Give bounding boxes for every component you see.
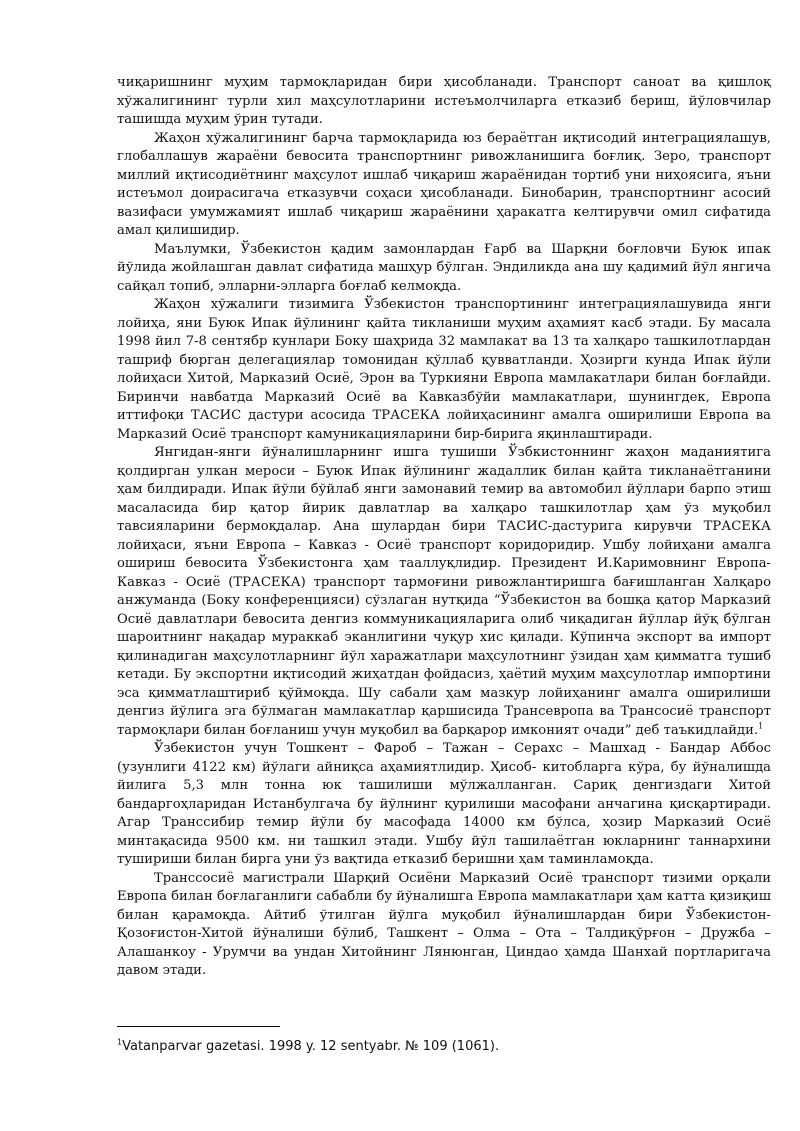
footnote-reference[interactable]: 1	[758, 721, 764, 731]
paragraph-4: Жаҳон хўжалиги тизимига Ўзбекистон транспортининг интеграциялашувида янги лойиҳа, яни Буюк Ипак йўлининг қайта тикланиши муҳим аҳамият касб этади. Бу масала 1998 йил 7-8 сентябр кунлари Боку шаҳрида 32 мамлакат ва 13 та халқаро ташкилотлардан ташриф бюрган делегациялар томонидан қўллаб қувватланди. Ҳозирги кунда Ипак йўли лойиҳаси Хитой, Марказий Осиё, Эрон ва Туркияни Европа мамлакатлари билан боғлайди. Биринчи навбатда Марказий Осиё ва Кавказбўйи мамлакатлари, шунингдек, Европа иттифоқи ТАСИС дастури асосида ТРАСЕКА лойиҳасининг амалга оширилиши Европа ва Марказий Осиё транспорт камуникацияларини бир-бирига яқинлаштиради.	[117, 297, 771, 442]
footnote	[117, 1039, 771, 1055]
paragraph-5-text: Янгидан-янги йўналишларнинг ишга тушиши Ўзбкистоннинг жаҳон маданиятига қолдирган улкан мероси – Буюк Ипак йўлининг жадаллик билан қайта тикланаётганини ҳам билдиради. Ипак йўли бўйлаб янги замонавий темир ва автомобил йўллари барпо этиш масаласида бир қатор йирик давлатлар ва халқаро ташкилотлар ҳам ўз муқобил тавсияларини бермоқдалар. Ана шулардан бири ТАСИС-дастурига кирувчи ТРАСЕКА лойиҳаси, яъни Европа – Кавказ - Осиё транспорт коридоридир. Ушбу лойиҳани амалга ошириш бевосита Ўзбекистонга ҳам тааллуқлидир. Президент И.Каримовнинг Европа-Кавказ - Осиё (ТРАСЕКА) транспорт тармоғини ривожлантиришга бағишланган Халқаро анжуманда (Боку конференцияси) сўзлаган нутқида “Ўзбекистон ва бошқа қатор Марказий Осиё давлатлари бевосита денгиз коммуникацияларига олиб чиқадиган йўллар йўқ бўлган шароитнинг нақадар мураккаб эканлигини чуқур хис қилади. Кўпинча экспорт ва импорт қилинадиган маҳсулотларнинг йўл харажатлари маҳсулотнинг ўзидан ҳам қимматга тушиб кетади. Бу экспортни иқтисодий жиҳатдан фойдасиз, ҳаётий муҳим маҳсулотлар импортини эса қимматлаштириб қўймоқда. Шу сабали ҳам мазкур лойиҳанинг амалга оширилиши денгиз йўлига эга бўлмаган мамлакатлар қаршисида Трансевропа ва Трансосиё транспорт тармоқлари билан боғланиш учун муқобил ва барқарор имконият очади” деб таъкидлайди.	[117, 445, 771, 738]
paragraph-1: чиқаришнинг муҳим тармоқларидан бири ҳисобланади. Транспорт саноат ва қишлоқ хўжалигининг турли хил маҳсулотларини истеъмолчиларга етказиб бериш, йўловчилар ташишда муҳим ўрин тутади.	[117, 75, 771, 127]
paragraph-5	[117, 444, 771, 740]
paragraph-7: Транссосиё магистрали Шарқий Осиёни Марказий Осиё транспорт тизими орқали Европа билан боғлаганлиги сабабли бу йўналишга Европа мамлакатлари ҳам катта қизиқиш билан қарамоқда. Айтиб ўтилган йўлга муқобил йўналишлардан бири Ўзбекистон-Қозоғистон-Хитой йўналиши бўлиб, Ташкент – Олма – Ота – Талдиқўрғон – Дружба – Алашанкоу - Урумчи ва ундан Хитойнинг Лянюнган, Циндао ҳамда Шанхай портларигача давом этади.	[117, 870, 771, 978]
paragraph-3: Маълумки, Ўзбекистон қадим замонлардан Ғарб ва Шарқни боғловчи Буюк ипак йўлида жойлашган давлат сифатида машҳур бўлган. Эндиликда ана шу қадимий йўл янгича сайқал топиб, элларни-элларга боғлаб келмоқда.	[117, 241, 771, 294]
paragraph-6: Ўзбекистон учун Тошкент – Фароб – Тажан – Серахс – Машхад - Бандар Аббос (узунлиги 4122 км) йўлаги айниқса аҳамиятлидир. Ҳисоб- китобларга кўра, бу йўналишда йилига 5,3 млн тонна юк ташилиши мўлжалланган. Сариқ денгиздаги Хитой бандаргоҳларидан Истанбулгача бу йўлнинг қурилиши масофани анчагина қисқартиради. Агар Транссибир темир йўли бу масофада 14000 км бўлса, ҳозир Марказий Осиё минтақасида 9500 км. ни ташкил этади. Ушбу йўл ташилаётган юкларнинг таннархини тушириши билан бирга уни ўз вақтида етказиб беришни ҳам таминламоқда.	[117, 741, 771, 867]
footnote-marker: 1	[117, 1037, 123, 1047]
paragraph-2: Жаҳон хўжалигининг барча тармоқларида юз бераётган иқтисодий интеграциялашув, глобаллашув жараёни бевосита транспортнинг ривожланишига боғлиқ. Зеро, транспорт миллий иқтисодиётнинг маҳсулот ишлаб чиқариш жараёнидан тортиб уни ниҳоясига, яъни истеъмол доирасигача етказувчи соҳаси ҳисобланади. Бинобарин, транспортнинг асосий вазифаси умумжамият ишлаб чиқариш жараёнини ҳаракатга келтирувчи омил сифатида амал қилишидир.	[117, 130, 771, 238]
footnote-divider	[117, 1026, 280, 1027]
footnote-text: Vatanparvar gazetasi. 1998 y. 12 sentyabr. № 109 (1061).	[122, 1039, 500, 1054]
document-body	[117, 74, 771, 981]
